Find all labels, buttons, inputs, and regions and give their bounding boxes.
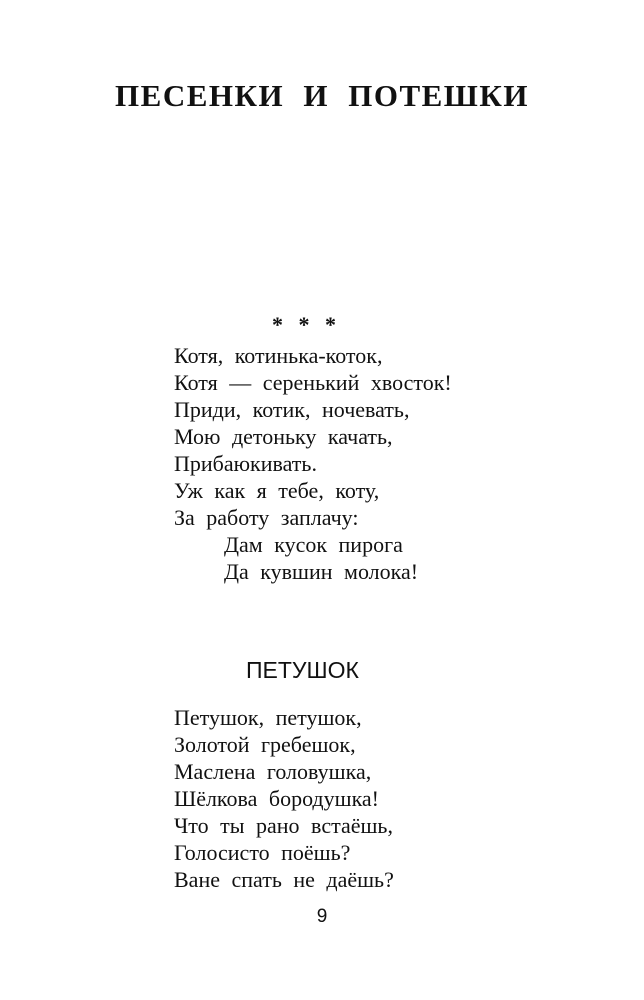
poem-line: Котя — серенький хвосток! xyxy=(174,370,452,395)
poem-line: За работу заплачу: xyxy=(174,505,359,530)
verse-separator: * * * xyxy=(272,312,336,337)
poem-line: Уж как я тебе, коту, xyxy=(174,478,380,503)
poem-line: Прибаюкивать. xyxy=(174,451,317,476)
poem-line: Что ты рано встаёшь, xyxy=(174,813,393,838)
poem-line: Дам кусок пирога xyxy=(224,532,403,557)
poem-kotya xyxy=(174,342,452,585)
poem-petushok xyxy=(174,704,394,893)
poem-line: Ване спать не даёшь? xyxy=(174,867,394,892)
poem-line: Шёлкова бородушка! xyxy=(174,786,380,811)
poem-line: Золотой гребешок, xyxy=(174,732,356,757)
page-title: ПЕСЕНКИ И ПОТЕШКИ xyxy=(115,78,529,113)
poem-line: Маслена головушка, xyxy=(174,759,372,784)
poem-line: Петушок, петушок, xyxy=(174,705,362,730)
poem-line: Голосисто поёшь? xyxy=(174,840,351,865)
poem-line: Да кувшин молока! xyxy=(224,559,419,584)
page-number: 9 xyxy=(316,906,328,927)
poem-line: Приди, котик, ночевать, xyxy=(174,397,410,422)
poem-line: Котя, котинька-коток, xyxy=(174,343,383,368)
poem-title-petushok: ПЕТУШОК xyxy=(246,657,359,683)
poem-line: Мою детоньку качать, xyxy=(174,424,393,449)
